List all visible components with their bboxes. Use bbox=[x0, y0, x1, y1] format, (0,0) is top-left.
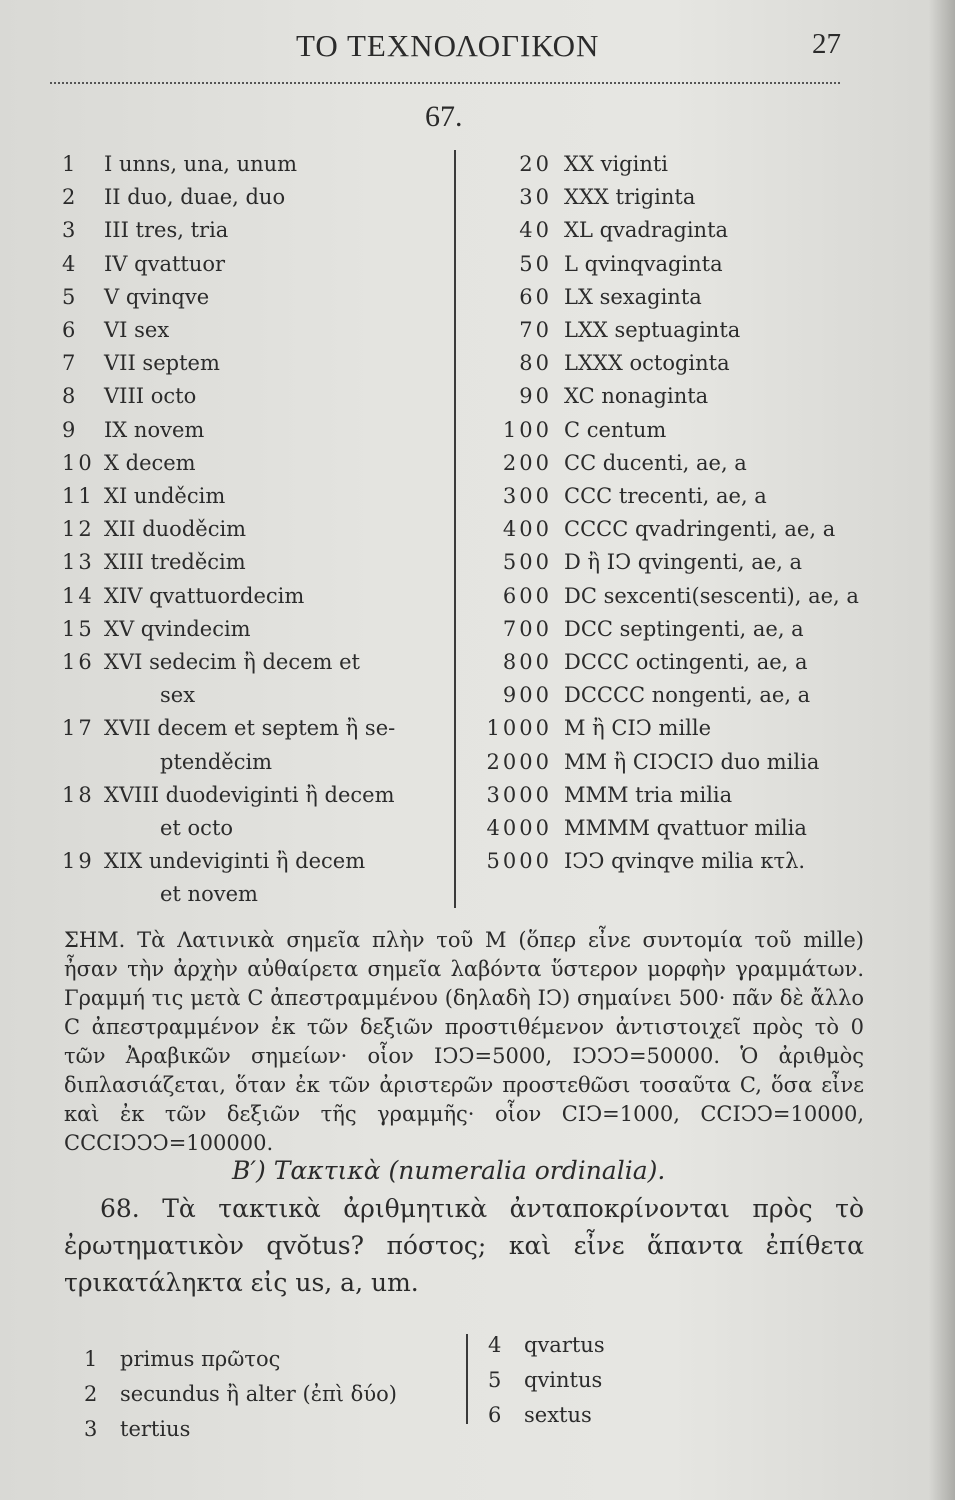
item-text: LXX septuaginta bbox=[564, 318, 741, 343]
list-item bbox=[62, 181, 447, 214]
item-text: IX novem bbox=[104, 417, 205, 442]
item-text: XXX triginta bbox=[564, 185, 696, 210]
item-text: MMMM qvattuor milia bbox=[564, 816, 807, 841]
item-number: 17 bbox=[62, 716, 95, 741]
list-item bbox=[472, 679, 882, 712]
item-text: D ἢ IϽ qvingenti, ae, a bbox=[564, 550, 803, 575]
item-text: X decem bbox=[104, 450, 196, 475]
item-text: IV qvattuor bbox=[104, 251, 226, 276]
list-item bbox=[62, 679, 447, 712]
list-item bbox=[62, 414, 447, 447]
item-number: 4000 bbox=[486, 816, 552, 841]
item-text: tertius bbox=[120, 1417, 191, 1441]
list-item bbox=[62, 845, 447, 878]
item-text: DCCCC nongenti, ae, a bbox=[564, 683, 811, 708]
item-text: DC sexcenti(sescenti), ae, a bbox=[564, 583, 859, 608]
item-text: DCC septingenti, ae, a bbox=[564, 616, 804, 641]
item-number: 19 bbox=[62, 849, 95, 874]
item-text: II duo, duae, duo bbox=[104, 185, 286, 210]
item-number: 600 bbox=[502, 583, 552, 608]
list-item bbox=[62, 480, 447, 513]
list-item bbox=[472, 613, 882, 646]
item-text: XVI sedecim ἢ decem et bbox=[104, 650, 360, 675]
item-number: 70 bbox=[519, 318, 552, 343]
running-title: ΤΟ ΤΕΧΝΟΛΟΓΙΚΟΝ bbox=[296, 28, 600, 63]
list-item bbox=[472, 546, 882, 579]
item-number: 700 bbox=[502, 616, 552, 641]
item-text: CCC trecenti, ae, a bbox=[564, 484, 767, 509]
item-text: et novem bbox=[160, 882, 258, 907]
item-text: DCCC octingenti, ae, a bbox=[564, 650, 808, 675]
item-number: 11 bbox=[62, 484, 95, 509]
list-item bbox=[472, 248, 882, 281]
list-item bbox=[488, 1363, 605, 1398]
item-text: L qvinqvaginta bbox=[564, 251, 723, 276]
list-item bbox=[472, 580, 882, 613]
list-item bbox=[62, 314, 447, 347]
list-item bbox=[472, 414, 882, 447]
item-number: 9 bbox=[62, 417, 79, 442]
item-text: V qvinqve bbox=[104, 284, 210, 309]
item-text: XVII decem et septem ἢ se- bbox=[104, 716, 396, 741]
ordinals-right-list bbox=[488, 1328, 605, 1433]
item-number: 2 bbox=[84, 1382, 98, 1406]
item-text: primus πρῶτος bbox=[120, 1347, 281, 1371]
item-number: 800 bbox=[502, 650, 552, 675]
subheading-ordinals: B′) Τακτικὰ (numeralia ordinalia). bbox=[232, 1156, 666, 1185]
list-item bbox=[62, 812, 447, 845]
item-number: 5 bbox=[488, 1368, 502, 1392]
item-text: IϽϽ qvinqve milia κτλ. bbox=[564, 849, 806, 874]
item-text: CCCC qvadringenti, ae, a bbox=[564, 517, 836, 542]
list-item bbox=[84, 1377, 397, 1412]
item-number: 1 bbox=[62, 152, 79, 176]
list-item bbox=[472, 646, 882, 679]
list-item bbox=[62, 546, 447, 579]
item-number: 2000 bbox=[486, 749, 552, 774]
list-item bbox=[472, 347, 882, 380]
item-text: VIII octo bbox=[104, 384, 197, 409]
item-number: 2 bbox=[62, 185, 79, 210]
item-text: XV qvindecim bbox=[104, 616, 251, 641]
header-rule bbox=[50, 82, 840, 88]
page-number: 27 bbox=[812, 28, 841, 60]
list-item bbox=[472, 712, 882, 745]
item-number: 12 bbox=[62, 517, 95, 542]
item-number: 60 bbox=[519, 284, 552, 309]
item-number: 10 bbox=[62, 450, 95, 475]
running-head bbox=[0, 28, 955, 68]
list-item bbox=[472, 779, 882, 812]
item-number: 14 bbox=[62, 583, 95, 608]
item-number: 7 bbox=[62, 351, 79, 376]
item-text: LXXX octoginta bbox=[564, 351, 730, 376]
list-item bbox=[472, 181, 882, 214]
list-item bbox=[62, 746, 447, 779]
item-number: 40 bbox=[519, 218, 552, 243]
item-text: sex bbox=[160, 683, 196, 708]
item-number: 500 bbox=[502, 550, 552, 575]
ordinals-divider bbox=[466, 1334, 468, 1424]
list-item bbox=[472, 214, 882, 247]
item-text: C centum bbox=[564, 417, 667, 442]
list-item bbox=[472, 447, 882, 480]
item-text: XII duoděcim bbox=[104, 517, 247, 542]
item-text: CC ducenti, ae, a bbox=[564, 450, 747, 475]
item-text: LX sexaginta bbox=[564, 284, 702, 309]
section-number: 67. bbox=[425, 100, 463, 133]
ordinals-left-list bbox=[84, 1342, 397, 1447]
list-item bbox=[488, 1328, 605, 1363]
item-text: III tres, tria bbox=[104, 218, 229, 243]
list-item bbox=[472, 148, 882, 181]
item-number: 13 bbox=[62, 550, 95, 575]
item-text: qvartus bbox=[524, 1333, 605, 1357]
item-text: XL qvadraginta bbox=[564, 218, 729, 243]
item-number: 8 bbox=[62, 384, 79, 409]
item-text: XVIII duodeviginti ἢ decem bbox=[104, 782, 395, 807]
list-item bbox=[84, 1342, 397, 1377]
item-text: qvintus bbox=[524, 1368, 603, 1392]
item-number: 30 bbox=[519, 185, 552, 210]
item-number: 3 bbox=[84, 1417, 98, 1441]
list-item bbox=[62, 779, 447, 812]
item-number: 15 bbox=[62, 616, 95, 641]
list-item bbox=[62, 513, 447, 546]
list-item bbox=[62, 380, 447, 413]
list-item bbox=[62, 148, 447, 181]
item-number: 6 bbox=[62, 318, 79, 343]
item-text: XC nonaginta bbox=[564, 384, 709, 409]
list-item bbox=[472, 746, 882, 779]
page-edge-shadow bbox=[929, 0, 955, 1500]
item-number: 18 bbox=[62, 782, 95, 807]
item-number: 100 bbox=[502, 417, 552, 442]
item-text: MM ἢ CIϽCIϽ duo milia bbox=[564, 749, 820, 774]
item-text: sextus bbox=[524, 1403, 592, 1427]
item-number: 400 bbox=[502, 517, 552, 542]
list-item bbox=[62, 580, 447, 613]
list-item bbox=[62, 281, 447, 314]
item-text: ptenděcim bbox=[160, 749, 273, 774]
list-item bbox=[62, 248, 447, 281]
list-item bbox=[62, 613, 447, 646]
list-item bbox=[62, 447, 447, 480]
item-text: I unns, una, unum bbox=[104, 152, 298, 176]
item-text: secundus ἢ alter (ἐπὶ δύο) bbox=[120, 1382, 397, 1406]
list-item bbox=[472, 281, 882, 314]
item-text: M ἢ CIϽ mille bbox=[564, 716, 712, 741]
item-number: 900 bbox=[502, 683, 552, 708]
list-item bbox=[84, 1412, 397, 1447]
list-item bbox=[488, 1398, 605, 1433]
item-number: 90 bbox=[519, 384, 552, 409]
cardinals-left-list bbox=[62, 148, 447, 912]
item-number: 5000 bbox=[486, 849, 552, 874]
list-item bbox=[472, 380, 882, 413]
item-number: 5 bbox=[62, 284, 79, 309]
list-item bbox=[62, 646, 447, 679]
list-item bbox=[62, 214, 447, 247]
item-number: 50 bbox=[519, 251, 552, 276]
list-item bbox=[62, 347, 447, 380]
list-item bbox=[472, 314, 882, 347]
item-number: 300 bbox=[502, 484, 552, 509]
list-item bbox=[62, 712, 447, 745]
item-number: 200 bbox=[502, 450, 552, 475]
item-text: et octo bbox=[160, 816, 234, 841]
column-divider bbox=[454, 150, 456, 908]
item-text: XX viginti bbox=[564, 152, 668, 176]
item-text: XI unděcim bbox=[104, 484, 226, 509]
list-item bbox=[472, 812, 882, 845]
item-text: VII septem bbox=[104, 351, 220, 376]
item-number: 4 bbox=[488, 1333, 502, 1357]
item-number: 16 bbox=[62, 650, 95, 675]
item-number: 1000 bbox=[486, 716, 552, 741]
item-number: 3 bbox=[62, 218, 79, 243]
list-item bbox=[472, 480, 882, 513]
item-text: XIII treděcim bbox=[104, 550, 246, 575]
item-number: 4 bbox=[62, 251, 79, 276]
cardinals-right-list bbox=[472, 148, 882, 878]
item-text: VI sex bbox=[104, 318, 170, 343]
item-number: 80 bbox=[519, 351, 552, 376]
list-item bbox=[472, 513, 882, 546]
item-number: 3000 bbox=[486, 782, 552, 807]
note-paragraph: ΣΗΜ. Τὰ Λατινικὰ σημεῖα πλὴν τοῦ M (ὅπερ εἶνε συντομία τοῦ mille) ἦσαν τὴν ἀρχὴν αὐθαίρετα σημεῖα λαβόντα ὕστερον μορφὴν γραμμάτων. Γραμμή τις μετὰ C ἀπεστραμμένου (δηλαδὴ IϽ) σημαίνει 500· πᾶν δὲ ἄλλο C ἀπεστραμμένον ἐκ τῶν δεξιῶν προστιθέμενον ἀντιστοιχεῖ πρὸς τὸ 0 τῶν Ἀραβικῶν σημείων· οἷον IϽϽ=5000, IϽϽϽ=50000. Ὁ ἀριθμὸς διπλασιάζεται, ὅταν ἐκ τῶν ἀριστερῶν προστεθῶσι τοσαῦτα C, ὅσα εἶνε καὶ ἐκ τῶν δεξιῶν τῆς γραμμῆς· οἷον CIϽ=1000, CCIϽϽ=10000, CCCIϽϽϽ=100000. bbox=[64, 928, 864, 1155]
paragraph-68: 68. Τὰ τακτικὰ ἀριθμητικὰ ἀνταποκρίνονται πρὸς τὸ ἐρωτηματικὸν qvŏtus? πόστος; καὶ εἶνε ἅπαντα ἐπίθετα τρικατάληκτα εἰς us, a, um. bbox=[64, 1194, 864, 1297]
item-text: MMM tria milia bbox=[564, 782, 733, 807]
item-number: 1 bbox=[84, 1347, 98, 1371]
list-item bbox=[62, 878, 447, 911]
item-text: XIX undeviginti ἢ decem bbox=[104, 849, 366, 874]
item-text: XIV qvattuordecim bbox=[104, 583, 305, 608]
list-item bbox=[472, 845, 882, 878]
item-number: 6 bbox=[488, 1403, 502, 1427]
item-number: 20 bbox=[519, 152, 552, 176]
